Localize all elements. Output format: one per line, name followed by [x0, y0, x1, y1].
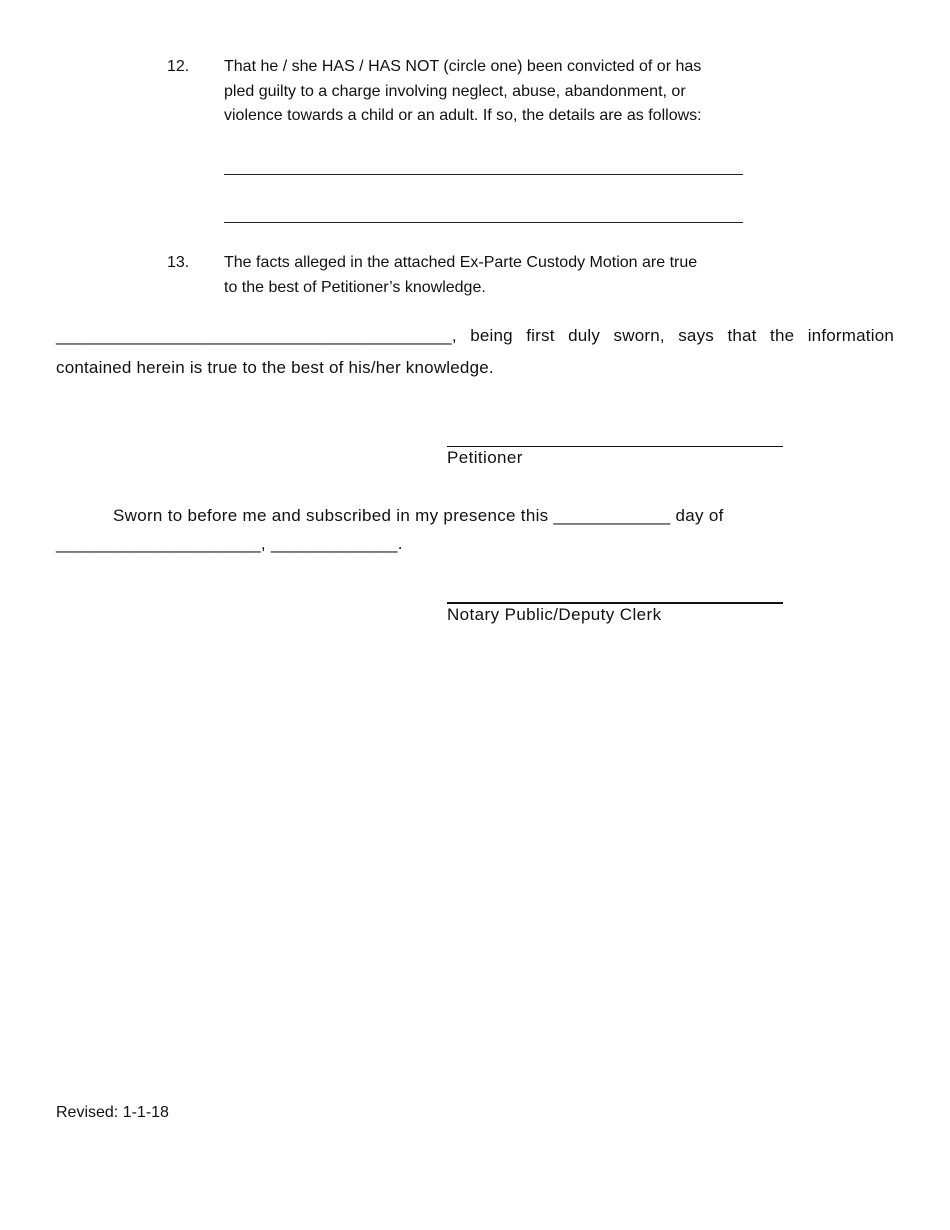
- details-blank-line-1[interactable]: [224, 174, 743, 175]
- item-text-line: violence towards a child or an adult. If so, the details are as follows:: [224, 107, 702, 124]
- sworn-line-1: Sworn to before me and subscribed in my presence this ____________ day of: [113, 506, 724, 525]
- revised-date: Revised: 1-1-18: [56, 1104, 169, 1121]
- oath-paragraph: [56, 320, 894, 384]
- affiant-name-blank[interactable]: _________________________________________,: [56, 326, 457, 345]
- petitioner-signature-line[interactable]: [447, 446, 783, 447]
- details-blank-line-2[interactable]: [224, 222, 743, 223]
- item-text: [224, 55, 764, 129]
- sworn-line-2: _____________________, _____________.: [56, 534, 403, 553]
- notary-signature-line[interactable]: [447, 602, 783, 604]
- item-text-line: pled guilty to a charge involving neglect, abuse, abandonment, or: [224, 82, 686, 100]
- item-text-line: That he / she HAS / HAS NOT (circle one) been convicted of or has: [224, 58, 702, 75]
- sworn-statement: [56, 502, 816, 558]
- oath-word: that: [727, 326, 757, 345]
- item-text-line: The facts alleged in the attached Ex-Parte Custody Motion are true: [224, 254, 698, 271]
- oath-word: sworn,: [613, 326, 665, 345]
- item-13: [167, 251, 767, 300]
- oath-word: information: [807, 326, 894, 345]
- item-number: 13.: [167, 254, 190, 271]
- item-12: [167, 55, 767, 129]
- item-text: [224, 251, 764, 300]
- oath-word: duly: [568, 326, 601, 345]
- oath-word: says: [678, 326, 714, 345]
- petitioner-label: Petitioner: [447, 448, 523, 467]
- oath-line-1: [56, 320, 894, 352]
- oath-word: being: [470, 326, 513, 345]
- oath-line-2: contained herein is true to the best of his/her knowledge.: [56, 358, 494, 377]
- item-text-line: to the best of Petitioner’s knowledge.: [224, 278, 486, 296]
- oath-word: first: [526, 326, 555, 345]
- oath-word: the: [770, 326, 795, 345]
- notary-label: Notary Public/Deputy Clerk: [447, 605, 662, 624]
- item-number: 12.: [167, 58, 190, 75]
